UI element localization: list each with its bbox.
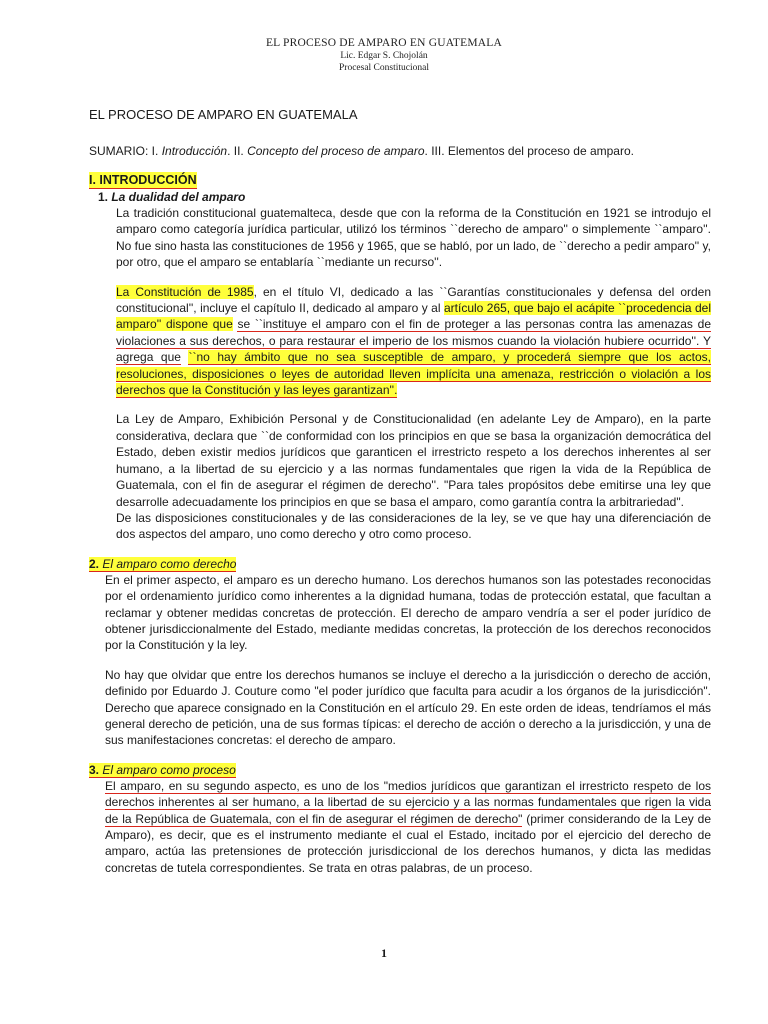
subsection-number: 1.	[98, 190, 112, 204]
paragraph-disposiciones: De las disposiciones constitucionales y de las consideraciones de la ley, se ve que hay una diferenciación de dos aspectos del amparo, uno como derecho y otro como proceso.	[116, 510, 711, 542]
section-amparo-proceso	[89, 762, 711, 876]
section-heading-introduction: I. INTRODUCCIÓN	[89, 173, 197, 187]
summary-tail: . III. Elementos del proceso de amparo.	[424, 144, 634, 158]
section-heading-amparo-derecho	[89, 556, 711, 572]
heading-number: 3.	[89, 762, 103, 777]
highlight-quote-ambito: ``no hay ámbito que no sea susceptible de amparo, y procederá siempre que los actos, resoluciones, disposiciones o leyes de autoridad lleven implícita una amenaza, restricción o violación a los derechos que la Constitución y las leyes garantizan''.	[116, 350, 711, 398]
paragraph-tradicion: La tradición constitucional guatemalteca, desde que con la reforma de la Constitución en 1921 se introdujo el amparo como categoría jurídica particular, utilizó los términos ``derecho de amparo'' o simplemente ``amparo''. No fue sino hasta las constituciones de 1956 y 1965, que se habló, por un lado, de ``derecho a pedir amparo'' y, por otro, que el amparo se entablaría ``mediante un recurso''.	[116, 206, 711, 270]
running-head-author: Lic. Edgar S. Chojolán	[340, 51, 428, 61]
summary-lead: SUMARIO: I.	[89, 144, 162, 158]
summary-line	[89, 143, 711, 159]
section-amparo-derecho	[89, 556, 711, 749]
underlined-quote-instituye: se ``instituye el amparo con el fin de proteger a las personas contra las amenazas de violaciones a sus derechos, o para restaurar el imperio de los mismos cuando la violación hubiere ocurrido''. Y agrega que	[116, 317, 711, 365]
heading-title: El amparo como proceso	[102, 762, 236, 777]
document-body	[89, 106, 711, 876]
heading-number: 2.	[89, 556, 103, 571]
running-head	[0, 36, 768, 74]
running-head-course: Procesal Constitucional	[339, 63, 429, 73]
paragraph-derecho-jurisdiccion: No hay que olvidar que entre los derechos humanos se incluye el derecho a la jurisdicción o derecho de acción, definido por Eduardo J. Couture como "el poder jurídico que faculta para acudir a los órganos de la jurisdicción". Derecho que aparece consignado en la Constitución en el artículo 29. En este orden de ideas, tendríamos el más general derecho de petición, una de sus formas típicas: el derecho de acción o derecho a la jurisdicción, y una de sus manifestaciones concretas: el derecho de amparo.	[105, 667, 711, 748]
paragraph-amparo-proceso	[89, 778, 711, 876]
summary-separator: . II.	[227, 144, 248, 158]
summary-item-introduction: Introducción	[161, 144, 228, 158]
summary-item-concept: Concepto del proceso de amparo	[247, 144, 425, 158]
highlight-articulo-265: artículo 265, que bajo el acápite ``procedencia del amparo'' dispone que	[116, 301, 712, 332]
running-head-title: EL PROCESO DE AMPARO EN GUATEMALA	[265, 37, 503, 49]
heading-highlight	[89, 557, 236, 572]
heading-title: El amparo como derecho	[102, 556, 237, 571]
heading-highlight	[89, 763, 236, 778]
subsection-heading-dualidad	[89, 189, 711, 205]
subsection-title: La dualidad del amparo	[111, 190, 246, 204]
text-segment: , en el título VI, dedicado a las ``Garantías constitucionales y defensa del orden constitucional'', incluye el capítulo II, dedicado al amparo y al	[116, 284, 712, 316]
highlight-constitucion-1985: La Constitución de 1985	[116, 284, 254, 299]
underlined-quote-medios-juridicos: El amparo, en su segundo aspecto, es uno de los "medios jurídicos que garantizan el irrestricto respeto de los derechos inherentes al ser humano, a la libertad de su ejercicio y a las normas fundamentales que rigen la vida de la República de Guatemala, con el fin de asegurar el régimen de derecho"	[105, 778, 711, 826]
paragraph-ley-amparo: La Ley de Amparo, Exhibición Personal y de Constitucionalidad (en adelante Ley de Amparo), en la parte considerativa, declara que ``de conformidad con los principios en que se basa la organización democrática del Estado, deben existir medios jurídicos que garanticen el irrestricto respeto a los derechos inherentes al ser humano, a la libertad de su ejercicio y a las normas fundamentales que rigen la vida de la República de Guatemala, con el fin de asegurar el régimen de derecho''. "Para tales propósitos debe emitirse una ley que desarrolle adecuadamente los principios en que se basa el amparo, como garantía contra la arbitrariedad".	[116, 412, 711, 509]
section-introduction	[89, 171, 711, 543]
paragraph-constitucion-1985	[89, 284, 711, 399]
paragraph-derecho-humano: En el primer aspecto, el amparo es un derecho humano. Los derechos humanos son las potestades reconocidas por el ordenamiento jurídico como inherentes a la dignidad humana, todas de protección estatal, que facultan a reclamar y obtener medidas concretas de protección. El derecho de amparo vendría a ser el poder jurídico de obtener jurisdiccionalmente del Estado, mediante medidas concretas, la protección de los derechos reconocidos por la Constitución y la ley.	[105, 572, 711, 653]
text-segment: (primer considerando de la Ley de Amparo), es decir, que es el instrumento mediante el cual el Estado, incitado por el ejercicio del derecho de amparo, actúa las pretensiones de protección jurisdiccional de los derechos humanos, y dicta las medidas concretas de tutela correspondientes. Se trata en otras palabras, de un proceso.	[105, 811, 712, 875]
document-title: EL PROCESO DE AMPARO EN GUATEMALA	[89, 107, 358, 122]
page-number: 1	[381, 946, 387, 960]
section-heading-amparo-proceso	[89, 762, 711, 778]
